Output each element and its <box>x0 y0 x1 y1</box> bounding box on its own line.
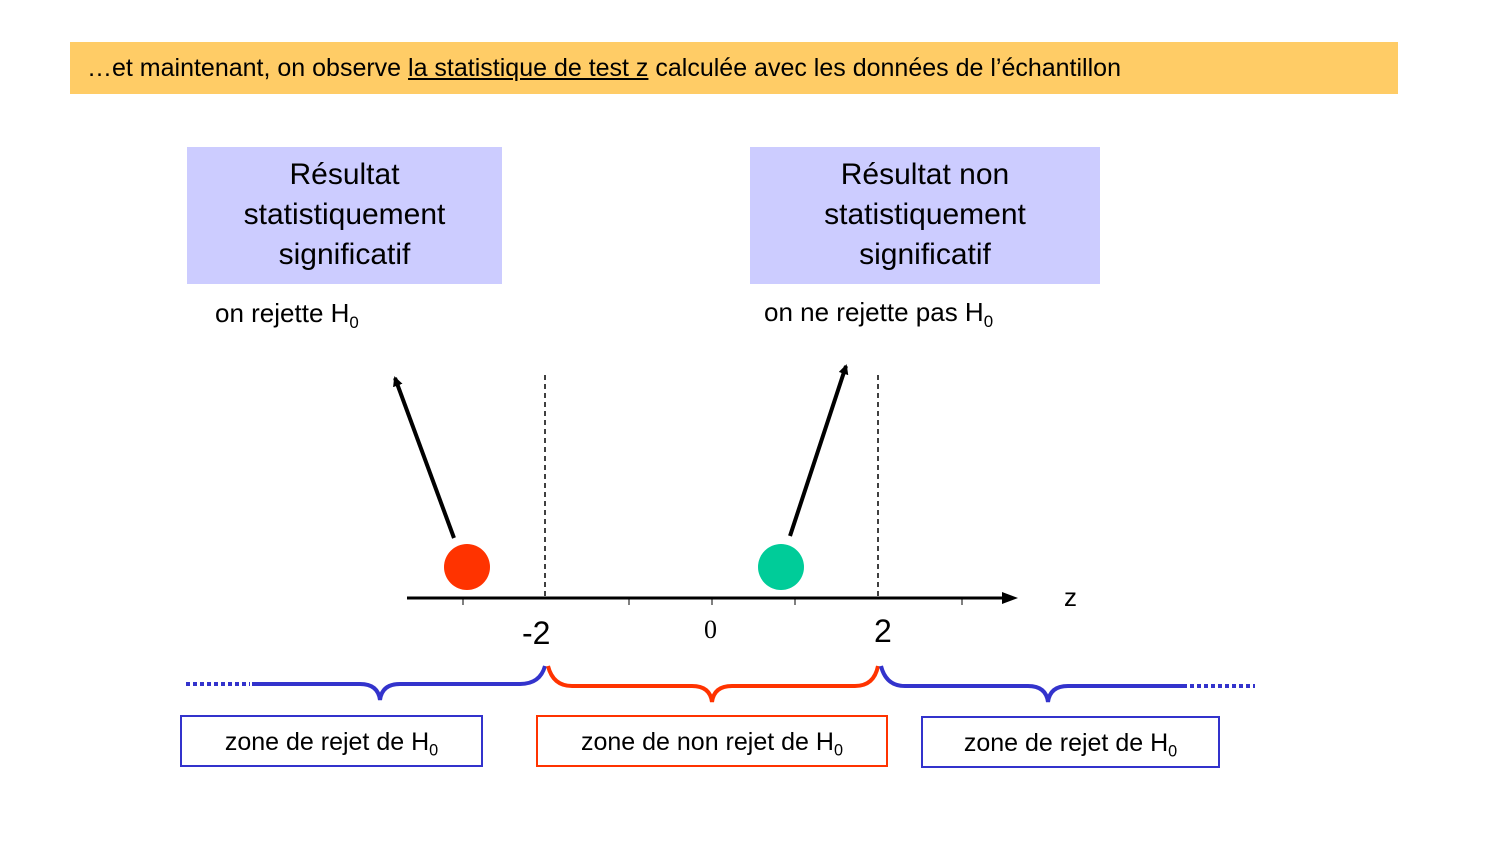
banner-underlined: la statistique de test z <box>408 54 649 82</box>
zone-text: zone de non rejet de H <box>580 728 834 756</box>
red-observed-point <box>444 544 490 590</box>
box-line: Résultat <box>289 158 400 191</box>
z-axis-arrowhead <box>1002 592 1018 604</box>
box-line: significatif <box>859 238 991 271</box>
zone-sub: 0 <box>1168 742 1178 761</box>
left-reject-brace <box>252 666 545 700</box>
banner-suffix: calculée avec les données de l’échantillon <box>648 54 1121 82</box>
right-reject-brace <box>881 666 1187 702</box>
box-line: statistiquement <box>824 198 1026 231</box>
reject-decision-sub: 0 <box>349 312 359 332</box>
left-reject-zone-box <box>180 715 483 767</box>
nonreject-brace <box>548 666 878 702</box>
tick-label-minus-2: -2 <box>522 615 551 651</box>
reject-arrow <box>395 378 454 538</box>
green-observed-point <box>758 544 804 590</box>
nonreject-decision-text: on ne rejette pas H <box>764 297 984 327</box>
zone-text: zone de rejet de H <box>963 729 1169 757</box>
tick-label-2: 2 <box>874 613 892 649</box>
reject-decision-text: on rejette H <box>215 298 350 328</box>
zone-sub: 0 <box>429 741 439 760</box>
nonreject-zone-box <box>536 715 888 767</box>
nonreject-decision-sub: 0 <box>983 311 994 331</box>
box-line: statistiquement <box>243 198 446 231</box>
axis-label-z: z <box>1064 582 1077 612</box>
right-reject-zone-box <box>921 716 1220 768</box>
zone-text: zone de rejet de H <box>224 728 430 756</box>
nonreject-arrow <box>790 366 846 536</box>
box-line: Résultat non <box>840 158 1010 191</box>
zone-sub: 0 <box>833 741 843 760</box>
banner-prefix: …et maintenant, on observe <box>87 54 409 82</box>
tick-label-0: 0 <box>704 615 717 644</box>
box-line: significatif <box>278 238 411 271</box>
